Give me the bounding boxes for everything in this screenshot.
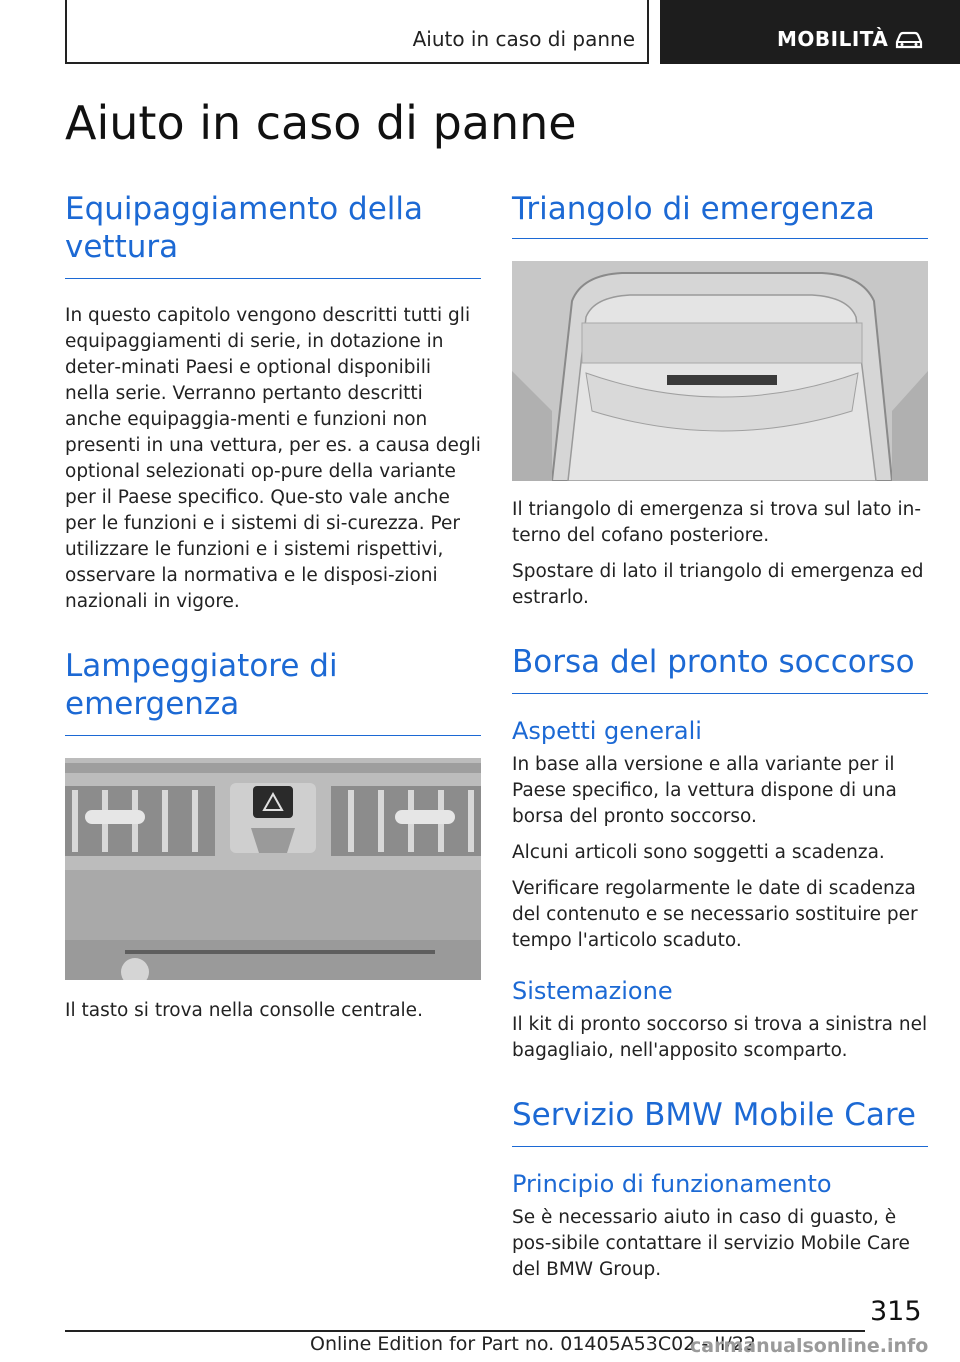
principle-paragraph: Se è necessario aiuto in caso di guasto, è pos‐sibile contattare il servizio Mobile Care del BMW Group. [512,1207,910,1280]
firstaid-paragraph-3: Verificare regolarmente le date di scadenza del contenuto e se necessario sostituire per tempo l'articolo scaduto. [512,878,918,951]
section-heading-firstaid: Borsa del pronto soccorso [512,643,928,694]
edition-note: Online Edition for Part no. 01405A53C02 - II/22 [310,1333,757,1355]
right-column [512,190,928,1283]
section-heading-triangle: Triangolo di emergenza [512,190,928,239]
triangle-paragraph-1: Il triangolo di emergenza si trova sul lato in‐terno del cofano posteriore. [512,499,921,546]
tailgate-illustration [512,261,928,481]
car-icon [894,30,924,50]
page-number: 315 [870,1296,922,1327]
section-heading-equipment: Equipaggiamento della vettura [65,190,481,279]
watermark: carmanualsonline.info [690,1335,929,1357]
page-title: Aiuto in caso di panne [65,96,577,150]
subheading-general: Aspetti generali [512,717,702,745]
equipment-paragraph: In questo capitolo vengono descritti tutti gli equipaggiamenti di serie, in dotazione in deter‐minati Paesi e optional disponibili nella serie. Verranno pertanto descritti anche equipaggia‐menti e funzioni non presenti in una vettura, per es. a causa degli optional selezionati op‐pure della variante per il Paese specifico. Que‐sto vale anche per le funzioni e i sistemi di si‐curezza. Per utilizzare le funzioni e i sistemi rispettivi, osservare la normativa e le disposi‐zioni nazionali in vigore. [65,305,481,612]
section-heading-hazard: Lampeggiatore di emergenza [65,647,481,736]
firstaid-paragraph-1: In base alla versione e alla variante per il Paese specifico, la vettura dispone di una borsa del pronto soccorso. [512,754,897,827]
triangle-paragraph-2: Spostare di lato il triangolo di emergenza ed estrarlo. [512,561,924,608]
subheading-placement: Sistemazione [512,977,673,1005]
hazard-caption: Il tasto si trova nella consolle centrale. [65,1000,423,1021]
header-chapter-label: MOBILITÀ [777,27,889,51]
footer-divider [65,1330,865,1332]
header-section-box [65,0,649,64]
subheading-principle: Principio di funzionamento [512,1170,832,1198]
section-heading-mobilecare: Servizio BMW Mobile Care [512,1096,928,1147]
firstaid-paragraph-2: Alcuni articoli sono soggetti a scadenza. [512,842,885,863]
placement-paragraph: Il kit di pronto soccorso si trova a sinistra nel bagagliaio, nell'apposito scomparto. [512,1014,928,1061]
header-chapter-tab [660,0,960,64]
header-section-title: Aiuto in caso di panne [412,27,635,51]
left-column [65,190,481,1024]
warning-triangle-figure [512,261,928,481]
hazard-button-figure [65,758,481,980]
center-console-illustration [65,758,481,980]
